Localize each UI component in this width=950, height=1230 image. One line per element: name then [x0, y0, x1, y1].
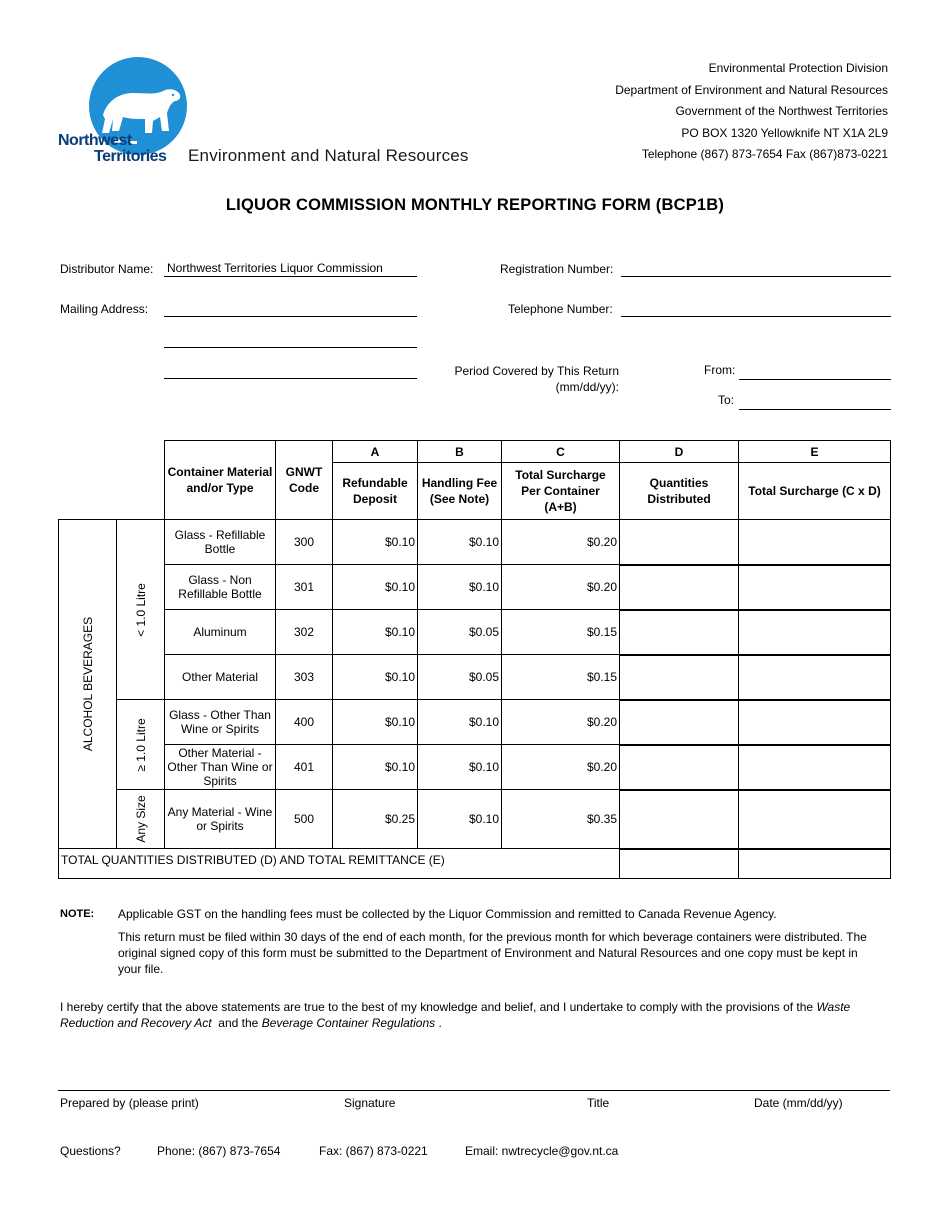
row-total-input[interactable] — [739, 745, 891, 790]
period-label — [448, 363, 619, 395]
row-deposit: $0.10 — [333, 610, 418, 655]
address-line: Department of Environment and Natural Resources — [615, 82, 888, 97]
row-type: Glass - Non Refillable Bottle — [165, 565, 276, 610]
mailing-field-2[interactable] — [164, 332, 417, 348]
header-letter-d: D — [620, 441, 739, 463]
row-quantity-input[interactable] — [620, 655, 739, 700]
row-surcharge: $0.20 — [502, 565, 620, 610]
row-surcharge: $0.20 — [502, 700, 620, 745]
address-line: PO BOX 1320 Yellowknife NT X1A 2L9 — [681, 125, 888, 140]
telephone-label: Telephone Number: — [508, 302, 613, 316]
logo-northwest: Northwest — [58, 132, 132, 149]
date-label: Date (mm/dd/yy) — [754, 1096, 843, 1110]
row-surcharge: $0.35 — [502, 790, 620, 849]
row-handling: $0.10 — [418, 745, 502, 790]
surcharge-table — [58, 440, 891, 879]
registration-label: Registration Number: — [500, 262, 614, 276]
mailing-label: Mailing Address: — [60, 302, 149, 316]
row-deposit: $0.10 — [333, 745, 418, 790]
certify-end: . — [435, 1016, 442, 1030]
row-surcharge: $0.20 — [502, 520, 620, 565]
row-handling: $0.10 — [418, 700, 502, 745]
header-refundable: Refundable Deposit — [333, 463, 418, 520]
certify-act: Waste Reduction and Recovery Act — [60, 1000, 851, 1030]
row-surcharge: $0.15 — [502, 610, 620, 655]
row-quantity-input[interactable] — [620, 520, 739, 565]
row-deposit: $0.10 — [333, 520, 418, 565]
size-cell-1 — [117, 520, 165, 700]
note-label: NOTE: — [60, 908, 95, 920]
address-block — [615, 58, 888, 166]
form-title: LIQUOR COMMISSION MONTHLY REPORTING FORM (BCP1B) — [225, 196, 725, 214]
row-total-input[interactable] — [739, 655, 891, 700]
row-quantity-input[interactable] — [620, 700, 739, 745]
row-type: Glass - Refillable Bottle — [165, 520, 276, 565]
to-label: To: — [718, 393, 735, 407]
header-letter-b: B — [418, 441, 502, 463]
row-code: 303 — [276, 655, 333, 700]
table-blank-corner — [59, 441, 165, 520]
row-deposit: $0.10 — [333, 655, 418, 700]
size-label-3: Any Size — [133, 795, 148, 843]
row-type: Other Material - Other Than Wine or Spirits — [165, 745, 276, 790]
contact-phone: Phone: (867) 873-7654 — [157, 1144, 281, 1158]
table-row — [59, 745, 891, 790]
certification-text — [60, 999, 890, 1031]
mailing-field-1[interactable] — [164, 301, 417, 317]
group-cell — [59, 520, 117, 849]
distributor-label: Distributor Name: — [60, 262, 154, 276]
prepared-label: Prepared by (please print) — [60, 1096, 199, 1110]
row-total-input[interactable] — [739, 790, 891, 849]
row-deposit: $0.10 — [333, 565, 418, 610]
total-quantity-input[interactable] — [620, 849, 739, 879]
certify-pre: I hereby certify that the above statements are true to the best of my knowledge and belief, and I undertake to comply with the provisions of the — [60, 1000, 817, 1014]
row-surcharge: $0.20 — [502, 745, 620, 790]
row-code: 302 — [276, 610, 333, 655]
table-row — [59, 565, 891, 610]
row-total-input[interactable] — [739, 565, 891, 610]
total-label: TOTAL QUANTITIES DISTRIBUTED (D) AND TOTAL REMITTANCE (E) — [59, 849, 620, 879]
row-quantity-input[interactable] — [620, 565, 739, 610]
row-surcharge: $0.15 — [502, 655, 620, 700]
signature-label: Signature — [344, 1096, 396, 1110]
table-row — [59, 655, 891, 700]
distributor-field[interactable]: Northwest Territories Liquor Commission — [164, 261, 417, 277]
row-handling: $0.10 — [418, 565, 502, 610]
registration-field[interactable] — [621, 261, 891, 277]
header-quantities: Quantities Distributed — [620, 463, 739, 520]
certify-mid: and the — [211, 1016, 262, 1030]
contact-email[interactable]: Email: nwtrecycle@gov.nt.ca — [465, 1144, 619, 1158]
logo-territories: Territories — [94, 148, 167, 165]
size-label-1: < 1.0 Litre — [133, 582, 148, 637]
row-type: Aluminum — [165, 610, 276, 655]
logo-department: Environment and Natural Resources — [188, 146, 469, 165]
from-field[interactable] — [739, 364, 891, 380]
telephone-field[interactable] — [621, 301, 891, 317]
row-code: 500 — [276, 790, 333, 849]
row-code: 300 — [276, 520, 333, 565]
total-row — [59, 849, 891, 879]
table-row — [59, 520, 891, 565]
header-container: Container Material and/or Type — [165, 441, 276, 520]
row-code: 301 — [276, 565, 333, 610]
period-label-line1: Period Covered by This Return — [454, 364, 619, 378]
row-total-input[interactable] — [739, 700, 891, 745]
total-remittance-input[interactable] — [739, 849, 891, 879]
row-handling: $0.10 — [418, 790, 502, 849]
row-type: Other Material — [165, 655, 276, 700]
header-total-surcharge: Total Surcharge Per Container (A+B) — [502, 463, 620, 520]
period-label-line2: (mm/dd/yy): — [555, 380, 619, 394]
row-type: Any Material - Wine or Spirits — [165, 790, 276, 849]
from-label: From: — [704, 363, 736, 377]
row-total-input[interactable] — [739, 610, 891, 655]
header-code: GNWT Code — [276, 441, 333, 520]
to-field[interactable] — [739, 394, 891, 410]
row-code: 400 — [276, 700, 333, 745]
row-total-input[interactable] — [739, 520, 891, 565]
size-cell-2 — [117, 700, 165, 790]
row-deposit: $0.25 — [333, 790, 418, 849]
table-row — [59, 790, 891, 849]
row-code: 401 — [276, 745, 333, 790]
address-line: Telephone (867) 873-7654 Fax (867)873-0221 — [641, 147, 888, 161]
row-deposit: $0.10 — [333, 700, 418, 745]
note-paragraph-1: Applicable GST on the handling fees must be collected by the Liquor Commission and remitted to Canada Revenue Agency. — [118, 907, 777, 921]
questions-label: Questions? — [60, 1144, 121, 1158]
group-label: ALCOHOL BEVERAGES — [80, 616, 95, 752]
header-letter-c: C — [502, 441, 620, 463]
size-label-2: ≥ 1.0 Litre — [133, 717, 148, 772]
address-line: Environmental Protection Division — [708, 61, 888, 75]
contact-fax: Fax: (867) 873-0221 — [319, 1144, 428, 1158]
header-letter-a: A — [333, 441, 418, 463]
table-row — [59, 610, 891, 655]
signature-line[interactable] — [58, 1090, 890, 1091]
table-row — [59, 700, 891, 745]
row-type: Glass - Other Than Wine or Spirits — [165, 700, 276, 745]
address-line: Government of the Northwest Territories — [675, 104, 888, 118]
certify-regulation: Beverage Container Regulations — [261, 1016, 436, 1030]
row-handling: $0.10 — [418, 520, 502, 565]
row-quantity-input[interactable] — [620, 790, 739, 849]
header-handling: Handling Fee (See Note) — [418, 463, 502, 520]
row-handling: $0.05 — [418, 610, 502, 655]
title-label: Title — [587, 1096, 610, 1110]
row-handling: $0.05 — [418, 655, 502, 700]
row-quantity-input[interactable] — [620, 745, 739, 790]
header-total: Total Surcharge (C x D) — [739, 463, 891, 520]
size-cell-3 — [117, 790, 165, 849]
note-paragraph-2: This return must be filed within 30 days of the end of each month, for the previous month for which beverage containers were distributed. The original signed copy of this form must be submitted to the Department of Environment and Natural Resources and one copy must be kept in your file. — [118, 930, 867, 976]
header-letter-e: E — [739, 441, 891, 463]
row-quantity-input[interactable] — [620, 610, 739, 655]
mailing-field-3[interactable] — [164, 363, 417, 379]
